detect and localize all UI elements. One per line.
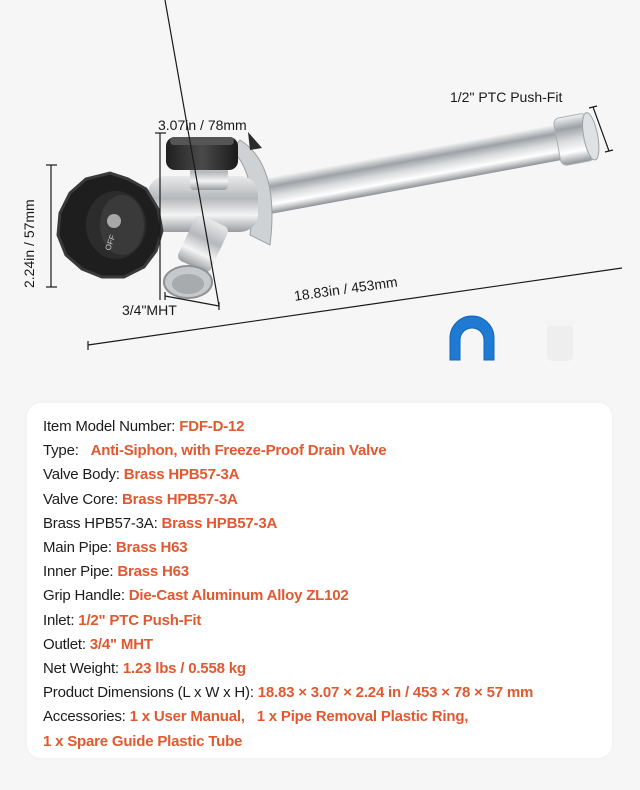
spec-value: FDF-D-12 <box>179 418 245 435</box>
spec-row-grip-handle <box>43 584 602 608</box>
spec-row-net-weight <box>43 657 602 681</box>
inlet-dimension-label: 1/2" PTC Push-Fit <box>450 89 563 105</box>
spec-row-dimensions <box>43 681 602 705</box>
spec-value: 1 x Spare Guide Plastic Tube <box>43 732 243 750</box>
main-pipe <box>258 111 602 220</box>
spec-value: 1 x User Manual, 1 x Pipe Removal Plastic Ring, <box>129 708 469 726</box>
spec-row-inner-pipe <box>43 560 602 584</box>
spec-row-accessories <box>43 705 602 729</box>
spec-value: 3/4" MHT <box>89 635 153 653</box>
svg-text:OFF: OFF <box>103 233 118 252</box>
spec-label: Product Dimensions (L x W x H): <box>43 684 258 702</box>
spec-value: Brass HPB57-3A <box>123 466 240 484</box>
outlet-dimension-label: 3/4"MHT <box>122 302 177 318</box>
spec-value: Brass HPB57-3A <box>161 514 278 532</box>
spec-row-valve-body <box>43 463 602 487</box>
height-dimension-label: 2.24in / 57mm <box>21 199 37 288</box>
spec-label: Outlet: <box>43 635 90 653</box>
handle-wheel <box>58 173 162 277</box>
spec-value: 1/2" PTC Push-Fit <box>78 611 202 629</box>
spec-row-valve-core <box>43 488 602 512</box>
spec-label: Valve Core: <box>43 490 123 508</box>
spec-value: Die-Cast Aluminum Alloy ZL102 <box>128 587 349 605</box>
spec-row-type <box>43 439 602 463</box>
spec-value: 18.83 × 3.07 × 2.24 in / 453 × 78 × 57 mm <box>257 684 534 702</box>
spec-label: Main Pipe: <box>43 539 116 557</box>
spec-label: Item Model Number: <box>43 418 180 435</box>
spec-value: 1.23 lbs / 0.558 kg <box>122 660 246 678</box>
spec-row-brass <box>43 512 602 536</box>
width-dimension-label: 3.07in / 78mm <box>158 117 247 133</box>
spec-value: Anti-Siphon, with Freeze-Proof Drain Valve <box>90 442 387 460</box>
spec-label: Net Weight: <box>43 660 123 678</box>
spec-list <box>43 415 602 754</box>
spec-row-main-pipe <box>43 536 602 560</box>
pipe-removal-ring <box>450 316 494 360</box>
spec-row-model-number <box>43 415 602 439</box>
spec-value: Brass HPB57-3A <box>122 490 238 508</box>
spec-label: Brass HPB57-3A: <box>43 514 162 532</box>
spec-label: Grip Handle: <box>43 587 129 605</box>
spec-row-accessories-continued <box>43 730 602 754</box>
spec-label: Type: <box>43 442 91 460</box>
spec-label: Accessories: <box>43 708 130 726</box>
spec-label: Inlet: <box>43 611 79 629</box>
spec-label: Inner Pipe: <box>43 563 118 581</box>
length-dimension-label: 18.83in / 453mm <box>293 273 399 304</box>
specifications-card <box>27 403 612 758</box>
spec-label: Valve Body: <box>43 466 124 484</box>
spec-row-outlet <box>43 633 602 657</box>
spec-value: Brass H63 <box>115 539 188 557</box>
spec-value: Brass H63 <box>117 563 189 581</box>
spec-row-inlet <box>43 609 602 633</box>
spare-guide-tube <box>544 320 576 361</box>
